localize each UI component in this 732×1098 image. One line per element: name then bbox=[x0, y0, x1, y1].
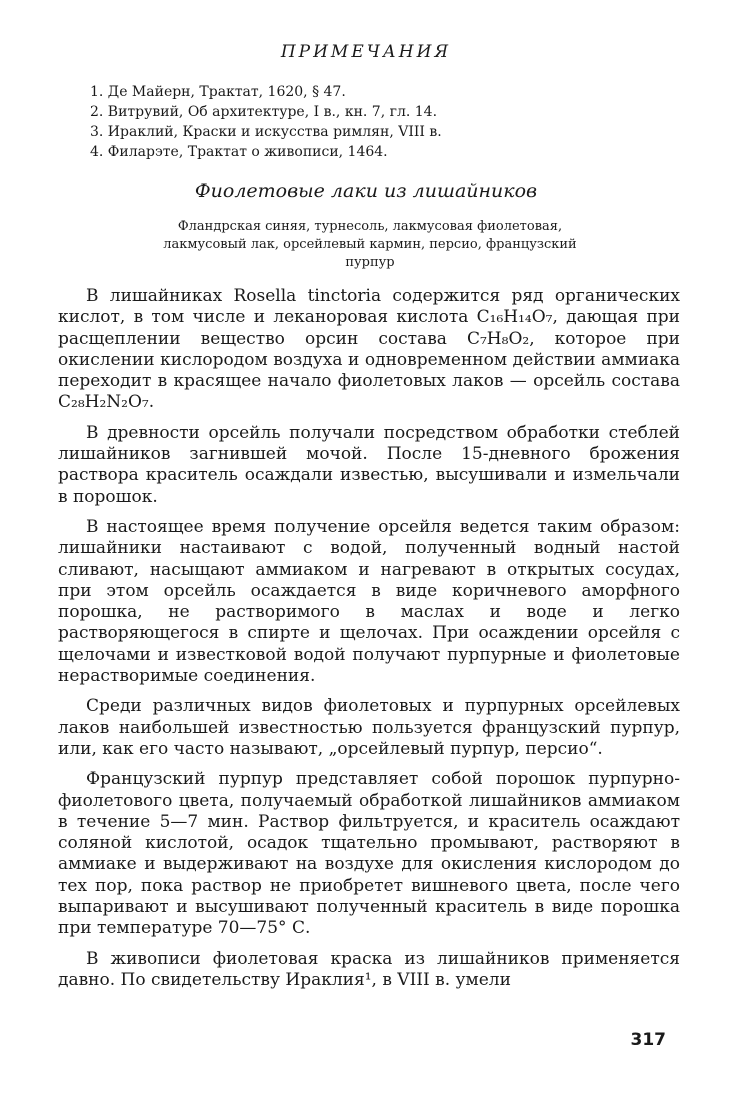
paragraph: В лишайниках Rosella tinctoria содержится ряд органических кислот, в том числе и леканоровая кислота C₁₆H₁₄O₇, дающая при расщеплении вещество орсин состава C₇H₈O₂, которое при окислении кислородом воздуха и одновременном действии аммиака переходит в красящее начало фиолетовых лаков — орсейль состава C₂₈H₂N₂O₇. bbox=[58, 286, 680, 413]
notes-list bbox=[90, 82, 650, 162]
paragraph: В настоящее время получение орсейля ведется таким образом: лишайники настаивают с водой, полученный водный настой сливают, насыщают аммиаком и нагревают в открытых сосудах, при этом орсейль осаждается в виде коричневого аморфного порошка, не растворимого в маслах и воде и легко растворяющегося в спирте и щелочах. При осаждении орсейля с щелочами и известковой водой получают пурпурные и фиолетовые нерастворимые соединения. bbox=[58, 516, 680, 687]
paragraph: Французский пурпур представляет собой порошок пурпурно-фиолетового цвета, получаемый обработкой лишайников аммиаком в течение 5—7 мин. Раствор фильтруется, и краситель осаждают соляной кислотой, осадок тщательно промывают, растворяют в аммиаке и выдерживают на воздухе для окисления кислородом до тех пор, пока раствор не приобретет вишневого цвета, после чего выпаривают и высушивают полученный краситель в виде порошка при температуре 70—75° С. bbox=[58, 769, 680, 939]
page-number: 317 bbox=[630, 1030, 666, 1050]
notes-heading: ПРИМЕЧАНИЯ bbox=[280, 42, 452, 62]
body-text bbox=[58, 286, 680, 991]
paragraph: В древности орсейль получали посредством обработки стеблей лишайников загнившей мочой. После 15-дневного брожения раствора краситель осаждали известью, высушивали и измельчали в порошок. bbox=[58, 422, 680, 507]
paragraph: Среди различных видов фиолетовых и пурпурных орсейлевых лаков наибольшей известностью пользуется французский пурпур, или, как его часто называют, „орсейлевый пурпур, персио“. bbox=[58, 696, 680, 759]
paragraph: В живописи фиолетовая краска из лишайников применяется давно. По свидетельству Ираклия¹, в VIII в. умели bbox=[58, 948, 680, 990]
note-item: 2. Витрувий, Об архитектуре, I в., кн. 7, гл. 14. bbox=[90, 104, 438, 120]
note-item: 3. Ираклий, Краски и искусства римлян, VIII в. bbox=[90, 124, 442, 140]
note-item: 4. Филарэте, Трактат о живописи, 1464. bbox=[90, 144, 388, 160]
section-title: Фиолетовые лаки из лишайников bbox=[194, 180, 538, 202]
section-subtitle: Фландрская синяя, турнесоль, лакмусовая фиолетовая, лакмусовый лак, орсейлевый кармин, персио, французский пурпур bbox=[163, 219, 577, 270]
note-item: 1. Де Майерн, Трактат, 1620, § 47. bbox=[90, 84, 346, 100]
